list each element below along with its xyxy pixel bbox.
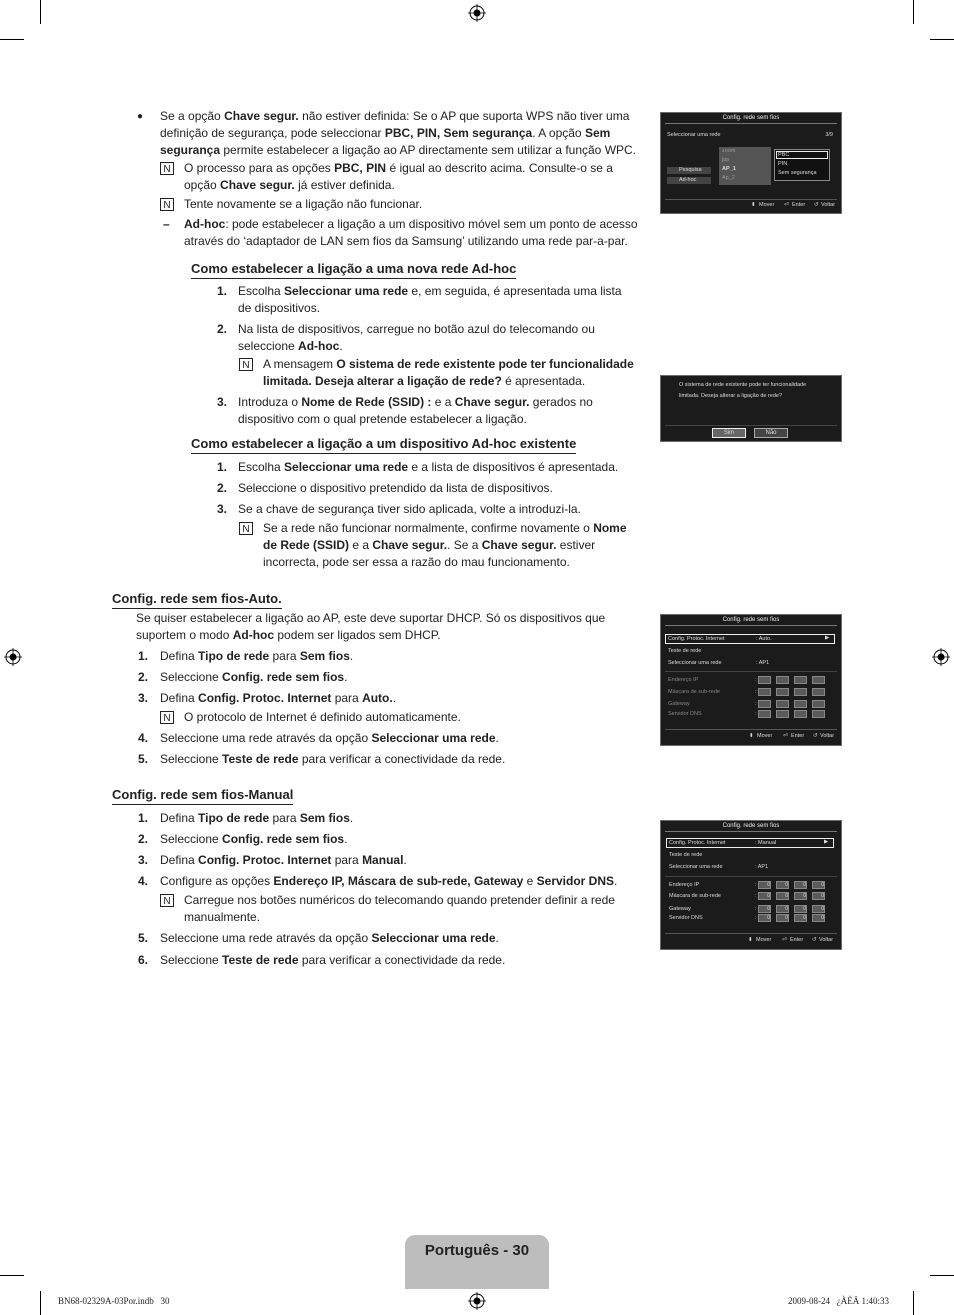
enter-icon: ⏎ <box>782 937 787 943</box>
field-colon: : <box>755 915 757 921</box>
note-icon <box>160 198 174 211</box>
svg-text:N: N <box>242 360 250 371</box>
crop-mark <box>913 1291 914 1315</box>
ip-octet-box[interactable]: 0 <box>812 905 825 913</box>
registration-mark-icon <box>468 4 486 22</box>
arrow-right-icon: ▶ <box>825 635 830 641</box>
note-numeric-buttons: Carregue nos botões numéricos do telecomando quando pretender definir a rede manualmente. <box>184 893 615 924</box>
ip-octet-box[interactable] <box>794 700 807 708</box>
arrow-right-icon: ▶ <box>824 839 829 845</box>
move-icon: ⬍ <box>751 202 756 208</box>
ip-octet-box[interactable]: 0 <box>758 905 771 913</box>
field-colon: : <box>755 711 757 717</box>
enter-icon: ⏎ <box>784 202 789 208</box>
ip-octet-box[interactable]: 0 <box>758 914 771 922</box>
tv-screen-config-manual: Config. rede sem fios Config. Protoc. Internet : Manual ▶ Teste de rede Seleccionar uma rede : AP1 Endereço IP Máscara de sub-rede Gateway Servidor DNS ⬍ Mover ⏎ Enter ↺ Voltar : 0 0 0 0 : 0 0 0 0 : 0 0 0 0 : 0 0 0 0 <box>660 820 842 950</box>
ip-octet-box[interactable]: 0 <box>812 914 825 922</box>
step: Defina Config. Protoc. Internet para Manual. <box>160 853 407 867</box>
step: Configure as opções Endereço IP, Máscara de sub-rede, Gateway e Servidor DNS. <box>160 874 618 888</box>
svg-text:N: N <box>163 896 171 907</box>
paragraph-chave-segur: Se a opção Chave segur. não estiver definida: Se o AP que suporta WPS não tiver uma definição de segurança, pode seleccionar PBC, PIN, Sem segurança. A opção Sem segurança permite estabelecer a ligação ao AP directamente sem utilizar a função WPC. <box>160 109 637 157</box>
dash: – <box>163 217 170 231</box>
security-popup <box>774 149 830 181</box>
field-colon: : <box>755 906 757 912</box>
ip-octet-box[interactable]: 0 <box>776 905 789 913</box>
ip-octet-box[interactable] <box>776 688 789 696</box>
ip-octet-box[interactable] <box>758 710 771 718</box>
note-icon <box>160 162 174 175</box>
note-ssid: Se a rede não funcionar normalmente, confirme novamente o Nome de Rede (SSID) e a Chave segur.. Se a Chave segur. estiver incorrecta, pode ser essa a razão do mau funcionamento. <box>263 521 627 569</box>
popup-option[interactable]: PIN <box>778 161 788 167</box>
ip-octet-box[interactable] <box>776 700 789 708</box>
network-test-row[interactable]: Teste de rede <box>668 648 702 654</box>
note-icon <box>160 711 174 724</box>
search-button[interactable]: Pesquisa <box>667 167 711 174</box>
step: Seleccione uma rede através da opção Seleccionar uma rede. <box>160 931 499 945</box>
imprint-date: 2009-08-24 ¿ÀÈÄ 1:40:33 <box>788 1296 889 1306</box>
ip-octet-box[interactable]: 0 <box>758 881 771 889</box>
imprint-file: BN68-02329A-03Por.indb 30 <box>58 1296 170 1306</box>
crop-mark <box>930 39 954 40</box>
tv-screen-config-auto: Config. rede sem fios Config. Protoc. Internet : Auto. ▶ Teste de rede Seleccionar uma rede : AP1 Endereço IP Máscara de sub-rede Gateway Servidor DNS ⬍ Mover ⏎ Enter ↺ Voltar : : : : <box>660 614 842 746</box>
heading-auto: Config. rede sem fios-Auto. <box>112 590 282 609</box>
return-icon: ↺ <box>814 202 819 208</box>
ip-octet-box[interactable]: 0 <box>794 914 807 922</box>
crop-mark <box>0 1275 24 1276</box>
ap-list <box>719 147 771 185</box>
step: Seleccione Config. rede sem fios. <box>160 832 348 846</box>
step: Defina Tipo de rede para Sem fios. <box>160 811 354 825</box>
crop-mark <box>913 0 914 24</box>
ip-octet-box[interactable]: 0 <box>794 892 807 900</box>
step: Na lista de dispositivos, carregue no botão azul do telecomando ou seleccione Ad-hoc. <box>238 322 595 353</box>
note-icon <box>239 358 253 371</box>
crop-mark <box>0 39 24 40</box>
field-colon: : <box>755 893 757 899</box>
svg-text:N: N <box>163 713 171 724</box>
svg-text:N: N <box>163 164 171 175</box>
step: Seleccione Teste de rede para verificar a conectividade da rede. <box>160 752 506 766</box>
step: Seleccione o dispositivo pretendido da lista de dispositivos. <box>238 481 553 495</box>
crop-mark <box>930 1275 954 1276</box>
ip-octet-box[interactable] <box>758 676 771 684</box>
step: Se a chave de segurança tiver sido aplicada, volte a introduzi-la. <box>238 502 581 516</box>
ip-octet-box[interactable]: 0 <box>758 892 771 900</box>
paragraph-adhoc: Ad-hoc: pode estabelecer a ligação a um dispositivo móvel sem um ponto de acesso através do ‘adaptador de LAN sem fios da Samsung’ utilizando uma rede par-a-par. <box>184 217 638 248</box>
ip-octet-box[interactable]: 0 <box>794 905 807 913</box>
note-auto-protocol: O protocolo de Internet é definido automaticamente. <box>184 710 461 724</box>
ip-octet-box[interactable]: 0 <box>812 881 825 889</box>
tv-screen-network-list: Config. rede sem fios Seleccionar uma rede 3/9 Pesquisa Ad-hoc zoom jpp AP_1 Ap_2 PBC PIN Sem segurança ⬍ Mover ⏎ Enter ↺ Voltar <box>660 112 842 214</box>
bullet: ● <box>137 111 144 122</box>
ip-octet-box[interactable] <box>758 700 771 708</box>
page-label: Português - 30 <box>424 1242 530 1259</box>
note-pbc-pin: O processo para as opções PBC, PIN é igual ao descrito acima. Consulte-o se a opção Chave segur. já estiver definida. <box>184 161 613 192</box>
return-icon: ↺ <box>813 733 818 739</box>
step: Escolha Seleccionar uma rede e a lista de dispositivos é apresentada. <box>238 460 619 474</box>
ip-octet-box[interactable]: 0 <box>812 892 825 900</box>
field-colon: : <box>755 882 757 888</box>
svg-text:N: N <box>242 524 250 535</box>
note-icon <box>239 522 253 535</box>
return-icon: ↺ <box>812 937 817 943</box>
step: Seleccione Config. rede sem fios. <box>160 670 348 684</box>
ip-octet-box[interactable] <box>776 676 789 684</box>
yes-button[interactable]: Sim <box>712 428 746 438</box>
field-colon: : <box>755 677 757 683</box>
ip-octet-box[interactable] <box>812 688 825 696</box>
step: Introduza o Nome de Rede (SSID) : e a Chave segur. gerados no dispositivo com o qual pretende estabelecer a ligação. <box>238 395 593 426</box>
tv-screen-confirm-dialog: O sistema de rede existente pode ter funcionalidade limitada. Deseja alterar a ligação de rede? Sim Não <box>660 375 842 442</box>
ip-octet-box[interactable] <box>758 688 771 696</box>
step: Defina Tipo de rede para Sem fios. <box>160 649 354 663</box>
svg-text:N: N <box>163 200 171 211</box>
ip-octet-box[interactable] <box>812 710 825 718</box>
heading-existing-adhoc: Como estabelecer a ligação a um dispositivo Ad-hoc existente <box>191 435 576 454</box>
crop-mark <box>40 1291 41 1315</box>
move-icon: ⬍ <box>749 733 754 739</box>
note-icon <box>160 894 174 907</box>
popup-option[interactable]: PBC <box>778 152 790 158</box>
note-message: A mensagem O sistema de rede existente pode ter funcionalidade limitada. Deseja alterar a ligação de rede? é apresentada. <box>263 357 634 388</box>
auto-intro: Se quiser estabelecer a ligação ao AP, este deve suportar DHCP. Só os dispositivos que suportem o modo Ad-hoc podem ser ligados sem DHCP. <box>136 611 606 642</box>
network-test-row[interactable]: Teste de rede <box>669 852 703 858</box>
ip-octet-box[interactable]: 0 <box>794 881 807 889</box>
enter-icon: ⏎ <box>783 733 788 739</box>
field-colon: : <box>755 689 757 695</box>
ip-octet-box[interactable]: 0 <box>776 892 789 900</box>
step: Defina Config. Protoc. Internet para Auto.. <box>160 691 397 705</box>
ip-octet-box[interactable] <box>794 710 807 718</box>
registration-mark-icon <box>4 648 22 666</box>
step: Seleccione uma rede através da opção Seleccionar uma rede. <box>160 731 499 745</box>
ip-octet-box[interactable]: 0 <box>776 914 789 922</box>
popup-option[interactable]: Sem segurança <box>778 170 817 176</box>
ap-item[interactable]: Ap_2 <box>722 175 735 181</box>
ip-octet-box[interactable] <box>776 710 789 718</box>
ip-octet-box[interactable] <box>812 676 825 684</box>
registration-mark-icon <box>932 648 950 666</box>
move-icon: ⬍ <box>748 937 753 943</box>
ap-item[interactable]: AP_1 <box>722 166 736 172</box>
step: Escolha Seleccionar uma rede e, em seguida, é apresentada uma lista de dispositivos. <box>238 284 622 315</box>
heading-manual: Config. rede sem fios-Manual <box>112 786 293 805</box>
ip-octet-box[interactable] <box>794 688 807 696</box>
registration-mark-icon <box>468 1292 486 1310</box>
no-button[interactable]: Não <box>754 428 788 438</box>
heading-new-adhoc: Como estabelecer a ligação a uma nova rede Ad-hoc <box>191 260 516 279</box>
crop-mark <box>40 0 41 24</box>
adhoc-button[interactable]: Ad-hoc <box>667 177 711 184</box>
field-colon: : <box>755 701 757 707</box>
ip-octet-box[interactable] <box>812 700 825 708</box>
ip-octet-box[interactable] <box>794 676 807 684</box>
note-retry: Tente novamente se a ligação não funcionar. <box>184 197 423 211</box>
ap-item[interactable]: zoom <box>722 148 736 154</box>
select-network-row[interactable]: Seleccionar uma rede <box>668 660 722 666</box>
ap-item[interactable]: jpp <box>722 157 730 163</box>
select-network-row[interactable]: Seleccionar uma rede <box>669 864 723 870</box>
ip-octet-box[interactable]: 0 <box>776 881 789 889</box>
step: Seleccione Teste de rede para verificar a conectividade da rede. <box>160 953 506 967</box>
